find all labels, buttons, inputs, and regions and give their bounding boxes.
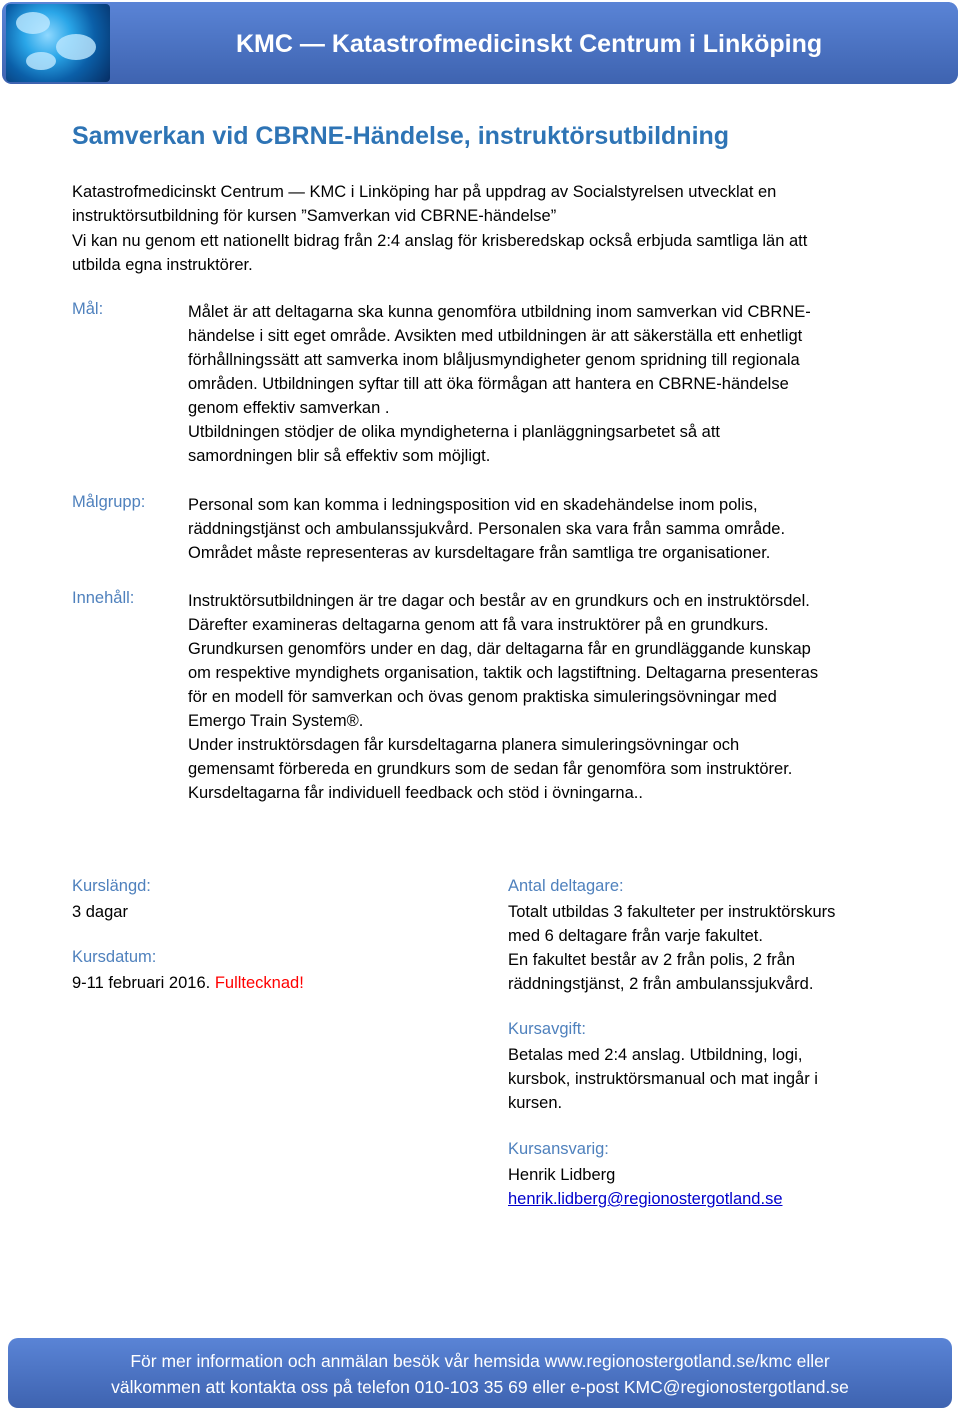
kursansvarig-label: Kursansvarig: [508,1140,609,1158]
mal-line: genom effektiv samverkan . [188,399,390,417]
antal-deltagare-text [508,900,835,996]
intro-line: instruktörsutbildning för kursen ”Samverkan vid CBRNE-händelse” [72,207,557,226]
antal-line: En fakultet består av 2 från polis, 2 från [508,951,796,969]
kmc-logo-image [6,4,110,82]
avgift-line: Betalas med 2:4 anslag. Utbildning, logi, [508,1046,803,1064]
kursdatum-row [72,971,304,995]
innehall-line: för en modell för samverkan och övas genom praktiska simuleringsövningar med [188,688,777,706]
page-title: Samverkan vid CBRNE-Händelse, instruktörsutbildning [72,122,730,150]
innehall-line: gemensamt förbereda en grundkurs som de sedan får genomföra som instruktörer. [188,760,793,778]
malgrupp-label: Målgrupp: [72,493,146,511]
antal-line: med 6 deltagare från varje fakultet. [508,927,763,945]
mal-line: Utbildningen stödjer de olika myndigheterna i planläggningsarbetet så att [188,423,721,441]
antal-deltagare-label: Antal deltagare: [508,877,624,895]
intro-paragraph [72,180,912,277]
antal-line: räddningstjänst, 2 från ambulanssjukvård. [508,975,814,993]
kurslangd-label: Kurslängd: [72,877,151,895]
innehall-label: Innehåll: [72,589,135,607]
mal-line: händelse i sitt eget område. Avsikten med utbildningen är att säkerställa ett enhetligt [188,327,803,345]
kursavgift-label: Kursavgift: [508,1020,586,1038]
kursdatum-value: 9-11 februari 2016. [72,974,211,992]
header-banner [2,2,958,84]
innehall-line: Därefter examineras deltagarna genom att få vara instruktörer på en grundkurs. [188,616,769,634]
kursansvarig-name: Henrik Lidberg [508,1166,616,1184]
kurslangd-value: 3 dagar [72,903,128,921]
intro-line: Vi kan nu genom ett nationellt bidrag från 2:4 anslag för krisberedskap också erbjuda samtliga län att [72,231,808,250]
avgift-line: kursbok, instruktörsmanual och mat ingår i [508,1070,818,1088]
footer-line: För mer information och anmälan besök vår hemsida www.regionostergotland.se/kmc eller [130,1351,830,1371]
malgrupp-line: räddningstjänst och ambulanssjukvård. Personalen ska vara från samma område. [188,520,786,538]
mal-line: samordningen blir så effektiv som möjligt. [188,447,491,465]
footer-line: välkommen att kontakta oss på telefon 010-103 35 69 eller e-post KMC@regionostergotland.se [111,1377,849,1397]
avgift-line: kursen. [508,1094,563,1112]
kursavgift-text [508,1043,818,1115]
innehall-line: Emergo Train System®. [188,712,364,730]
innehall-line: om respektive myndighets organisation, taktik och lagstiftning. Deltagarna presenteras [188,664,819,682]
kursdatum-label: Kursdatum: [72,948,157,966]
innehall-line: Instruktörsutbildningen är tre dagar och består av en grundkurs och en instruktörsdel. [188,592,810,610]
mal-label: Mål: [72,300,104,318]
intro-line: Katastrofmedicinskt Centrum — KMC i Linköping har på uppdrag av Socialstyrelsen utvecklat en [72,183,777,201]
malgrupp-line: Personal som kan komma i ledningsposition vid en skadehändelse inom polis, [188,496,758,514]
innehall-line: Kursdeltagarna får individuell feedback och stöd i övningarna.. [188,784,643,802]
fulltecknad-status: Fulltecknad! [214,974,304,992]
malgrupp-line: Området måste representeras av kursdeltagare från samtliga tre organisationer. [188,544,771,562]
innehall-text [188,589,908,805]
footer-banner [8,1338,952,1408]
innehall-line: Grundkursen genomförs under en dag, där deltagarna får en grundläggande kunskap [188,640,811,658]
antal-line: Totalt utbildas 3 fakulteter per instruktörskurs [508,903,836,921]
innehall-line: Under instruktörsdagen får kursdeltagarna planera simuleringsövningar och [188,736,740,754]
mal-text [188,300,908,468]
intro-line: utbilda egna instruktörer. [72,255,253,274]
header-title: KMC — Katastrofmedicinskt Centrum i Linköping [236,30,823,58]
mal-line: förhållningssätt att samverka inom blåljusmyndigheter genom spridning till regionala [188,351,800,369]
kursansvarig-email-link[interactable]: henrik.lidberg@regionostergotland.se [508,1190,783,1208]
mal-line: områden. Utbildningen syftar till att öka förmågan att hantera en CBRNE-händelse [188,375,789,393]
malgrupp-text [188,493,908,565]
mal-line: Målet är att deltagarna ska kunna genomföra utbildning inom samverkan vid CBRNE- [188,303,811,321]
